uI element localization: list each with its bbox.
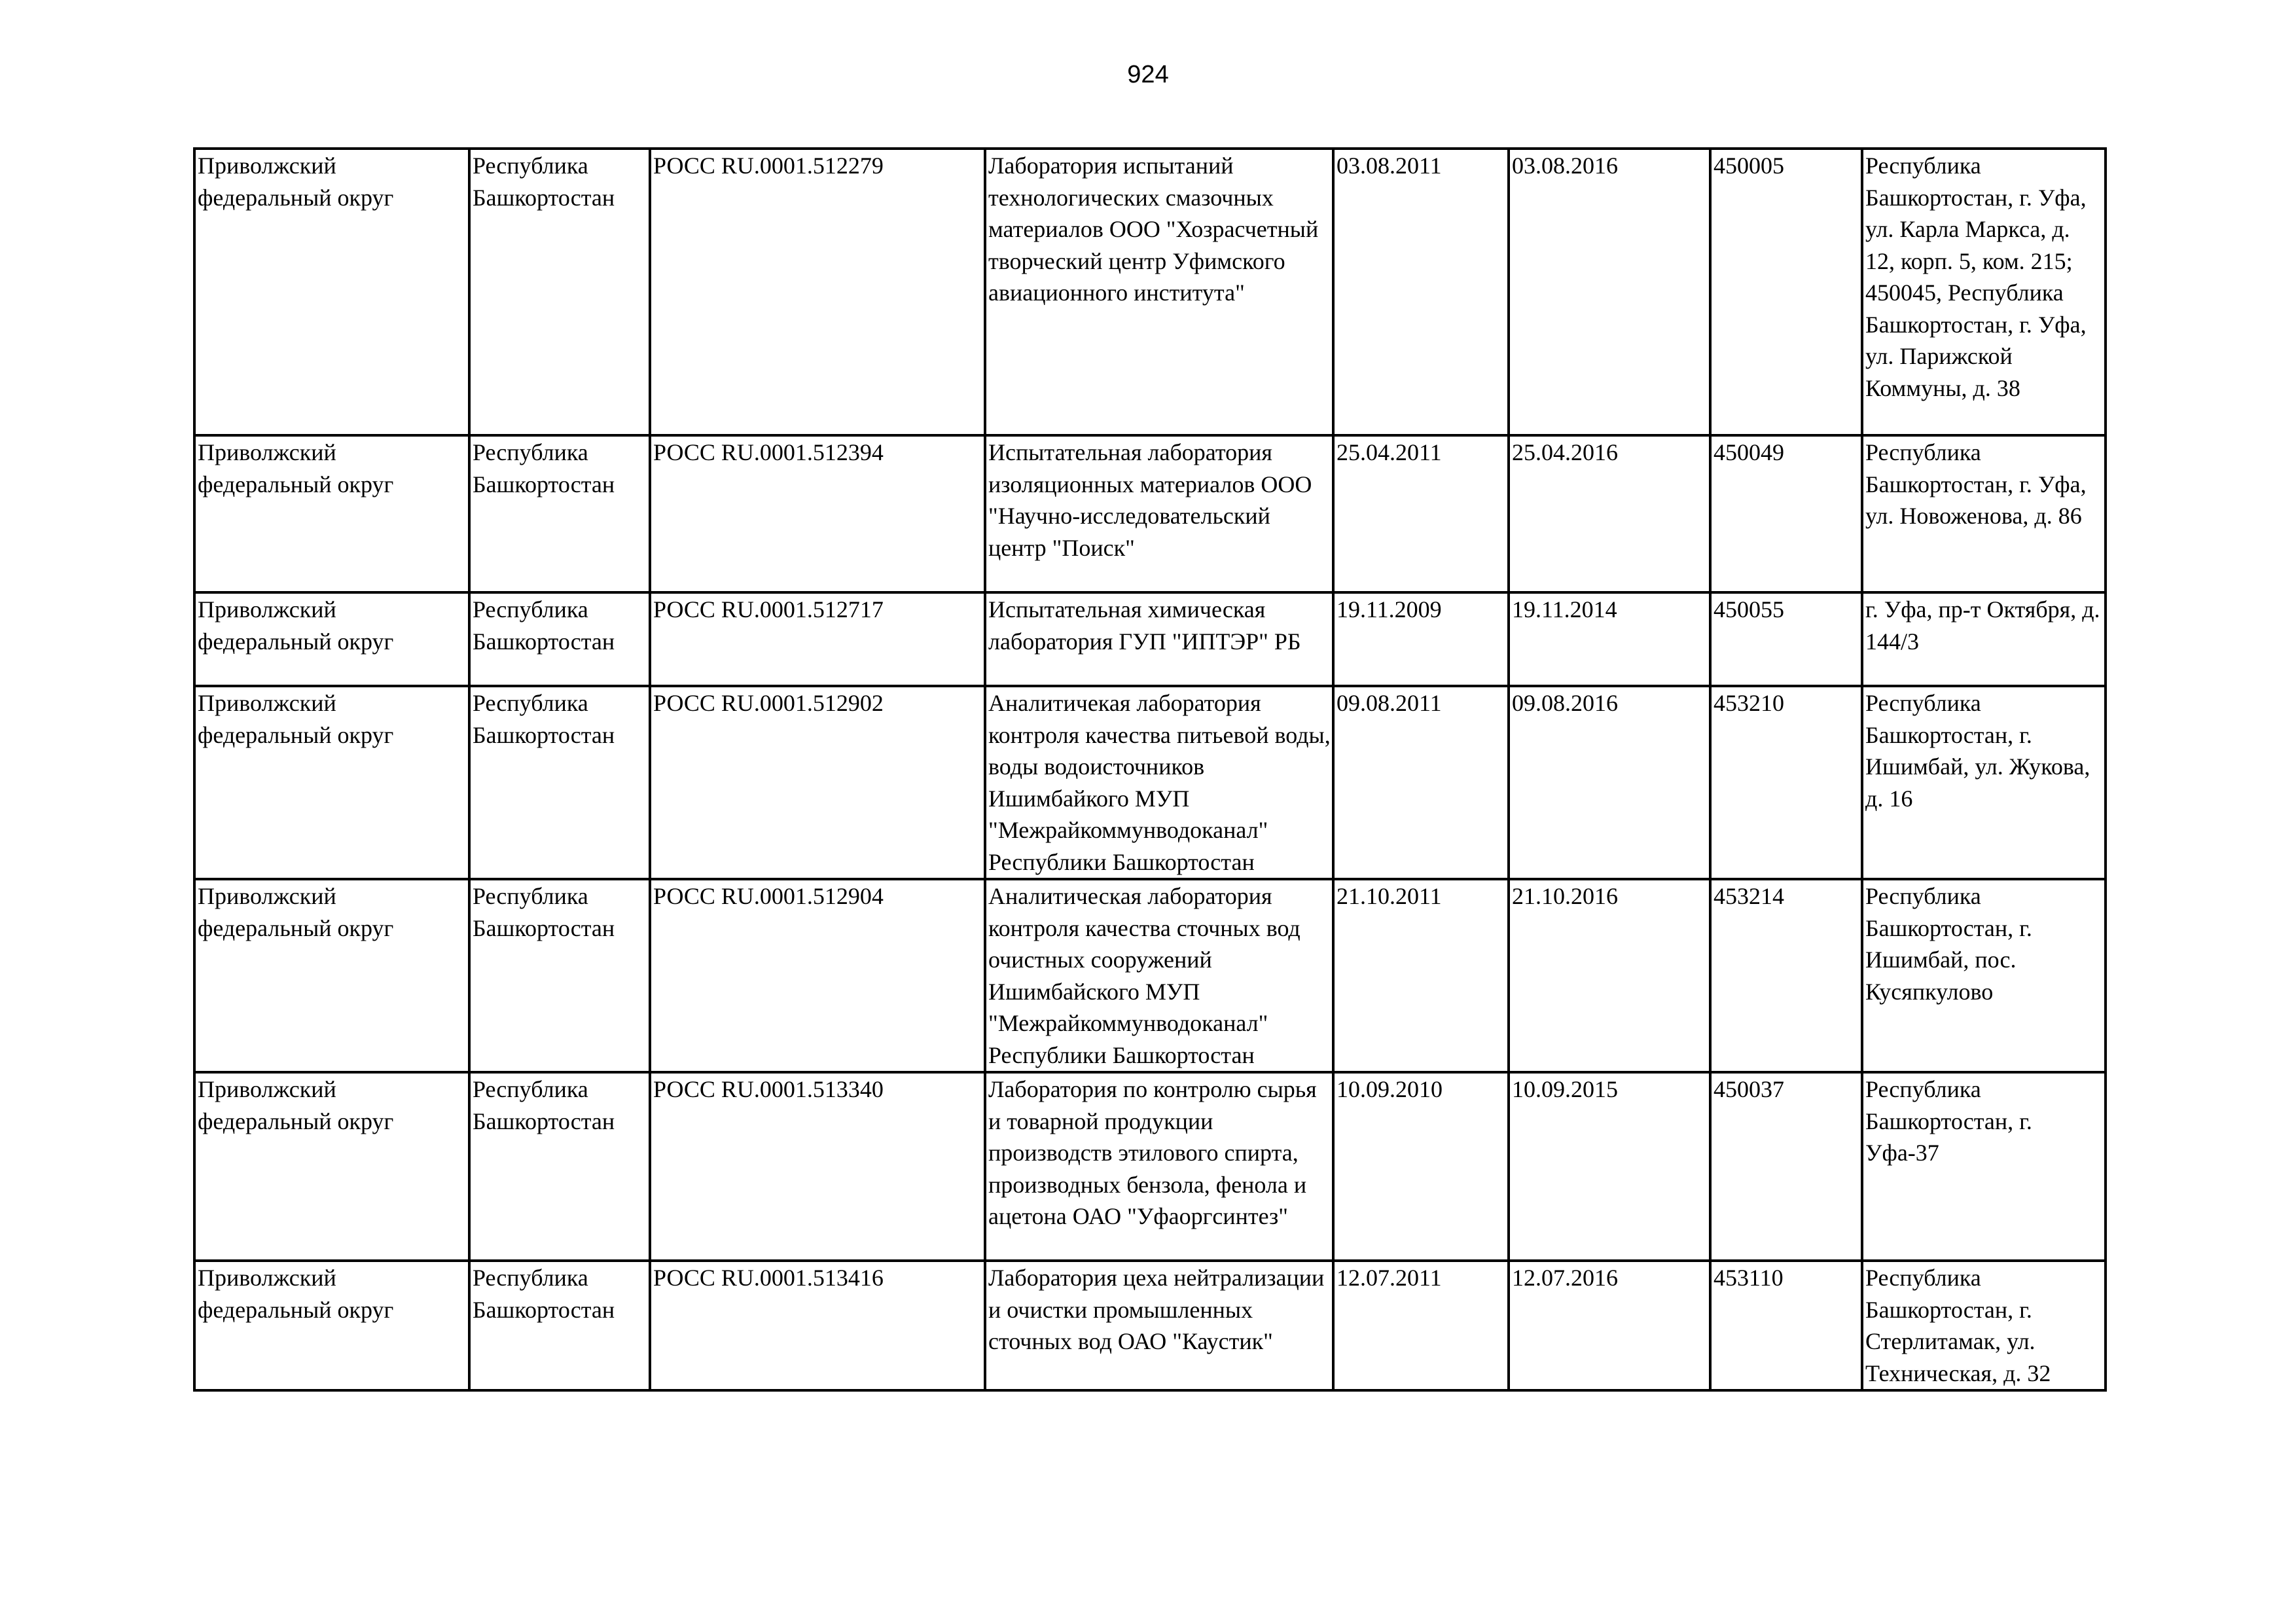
laboratory-name-cell: Испытательная лаборатория изоляционных материалов ООО "Научно-исследовательский центр "Поиск" (985, 435, 1333, 592)
postcode-cell: 450005 (1710, 149, 1862, 435)
table-row (194, 686, 2106, 879)
laboratory-name-cell: Испытательная химическая лаборатория ГУП "ИПТЭР" РБ (985, 592, 1333, 686)
issue-date-cell: 10.09.2010 (1333, 1072, 1509, 1261)
issue-date-cell: 19.11.2009 (1333, 592, 1509, 686)
issue-date-cell: 12.07.2011 (1333, 1261, 1509, 1390)
federal-district-cell: Приволжский федеральный округ (194, 149, 469, 435)
issue-date-cell: 03.08.2011 (1333, 149, 1509, 435)
issue-date-cell: 21.10.2011 (1333, 879, 1509, 1072)
address-cell: Республика Башкортостан, г. Уфа-37 (1862, 1072, 2106, 1261)
accreditation-number-cell: РОСС RU.0001.512279 (650, 149, 985, 435)
region-cell: Республика Башкортостан (469, 686, 650, 879)
expiry-date-cell: 21.10.2016 (1509, 879, 1710, 1072)
expiry-date-cell: 19.11.2014 (1509, 592, 1710, 686)
postcode-cell: 453210 (1710, 686, 1862, 879)
page-number: 924 (1127, 61, 1169, 88)
expiry-date-cell: 25.04.2016 (1509, 435, 1710, 592)
federal-district-cell: Приволжский федеральный округ (194, 1261, 469, 1390)
federal-district-cell: Приволжский федеральный округ (194, 879, 469, 1072)
federal-district-cell: Приволжский федеральный округ (194, 435, 469, 592)
postcode-cell: 450037 (1710, 1072, 1862, 1261)
laboratory-name-cell: Аналитичекая лаборатория контроля качества питьевой воды, воды водоисточников Ишимбайкого МУП "Межрайкоммунводоканал" Республики Башкортостан (985, 686, 1333, 879)
laboratory-registry-table (193, 147, 2107, 1392)
expiry-date-cell: 10.09.2015 (1509, 1072, 1710, 1261)
table-row (194, 435, 2106, 592)
region-cell: Республика Башкортостан (469, 1072, 650, 1261)
postcode-cell: 450049 (1710, 435, 1862, 592)
table-row (194, 149, 2106, 435)
address-cell: Республика Башкортостан, г. Уфа, ул. Новоженова, д. 86 (1862, 435, 2106, 592)
laboratory-name-cell: Лаборатория по контролю сырья и товарной продукции производств этилового спирта, производных бензола, фенола и ацетона ОАО "Уфаоргсинтез" (985, 1072, 1333, 1261)
expiry-date-cell: 03.08.2016 (1509, 149, 1710, 435)
postcode-cell: 453214 (1710, 879, 1862, 1072)
federal-district-cell: Приволжский федеральный округ (194, 592, 469, 686)
address-cell: г. Уфа, пр-т Октября, д. 144/3 (1862, 592, 2106, 686)
address-cell: Республика Башкортостан, г. Ишимбай, пос. Кусяпкулово (1862, 879, 2106, 1072)
address-cell: Республика Башкортостан, г. Стерлитамак, ул. Техническая, д. 32 (1862, 1261, 2106, 1390)
region-cell: Республика Башкортостан (469, 879, 650, 1072)
federal-district-cell: Приволжский федеральный округ (194, 686, 469, 879)
accreditation-number-cell: РОСС RU.0001.513340 (650, 1072, 985, 1261)
accreditation-number-cell: РОСС RU.0001.512717 (650, 592, 985, 686)
accreditation-number-cell: РОСС RU.0001.513416 (650, 1261, 985, 1390)
table-row (194, 1261, 2106, 1390)
expiry-date-cell: 09.08.2016 (1509, 686, 1710, 879)
accreditation-number-cell: РОСС RU.0001.512902 (650, 686, 985, 879)
issue-date-cell: 09.08.2011 (1333, 686, 1509, 879)
table-row (194, 592, 2106, 686)
region-cell: Республика Башкортостан (469, 592, 650, 686)
laboratory-name-cell: Лаборатория испытаний технологических смазочных материалов ООО "Хозрасчетный творческий центр Уфимского авиационного института" (985, 149, 1333, 435)
postcode-cell: 453110 (1710, 1261, 1862, 1390)
postcode-cell: 450055 (1710, 592, 1862, 686)
accreditation-number-cell: РОСС RU.0001.512904 (650, 879, 985, 1072)
address-cell: Республика Башкортостан, г. Ишимбай, ул. Жукова, д. 16 (1862, 686, 2106, 879)
federal-district-cell: Приволжский федеральный округ (194, 1072, 469, 1261)
table-row (194, 1072, 2106, 1261)
region-cell: Республика Башкортостан (469, 149, 650, 435)
region-cell: Республика Башкортостан (469, 435, 650, 592)
laboratory-name-cell: Аналитическая лаборатория контроля качества сточных вод очистных сооружений Ишимбайского МУП "Межрайкоммунводоканал" Республики Башкортостан (985, 879, 1333, 1072)
laboratory-name-cell: Лаборатория цеха нейтрализации и очистки промышленных сточных вод ОАО "Каустик" (985, 1261, 1333, 1390)
address-cell: Республика Башкортостан, г. Уфа, ул. Карла Маркса, д. 12, корп. 5, ком. 215; 450045, Республика Башкортостан, г. Уфа, ул. Парижской Коммуны, д. 38 (1862, 149, 2106, 435)
issue-date-cell: 25.04.2011 (1333, 435, 1509, 592)
table-row (194, 879, 2106, 1072)
region-cell: Республика Башкортостан (469, 1261, 650, 1390)
accreditation-number-cell: РОСС RU.0001.512394 (650, 435, 985, 592)
expiry-date-cell: 12.07.2016 (1509, 1261, 1710, 1390)
